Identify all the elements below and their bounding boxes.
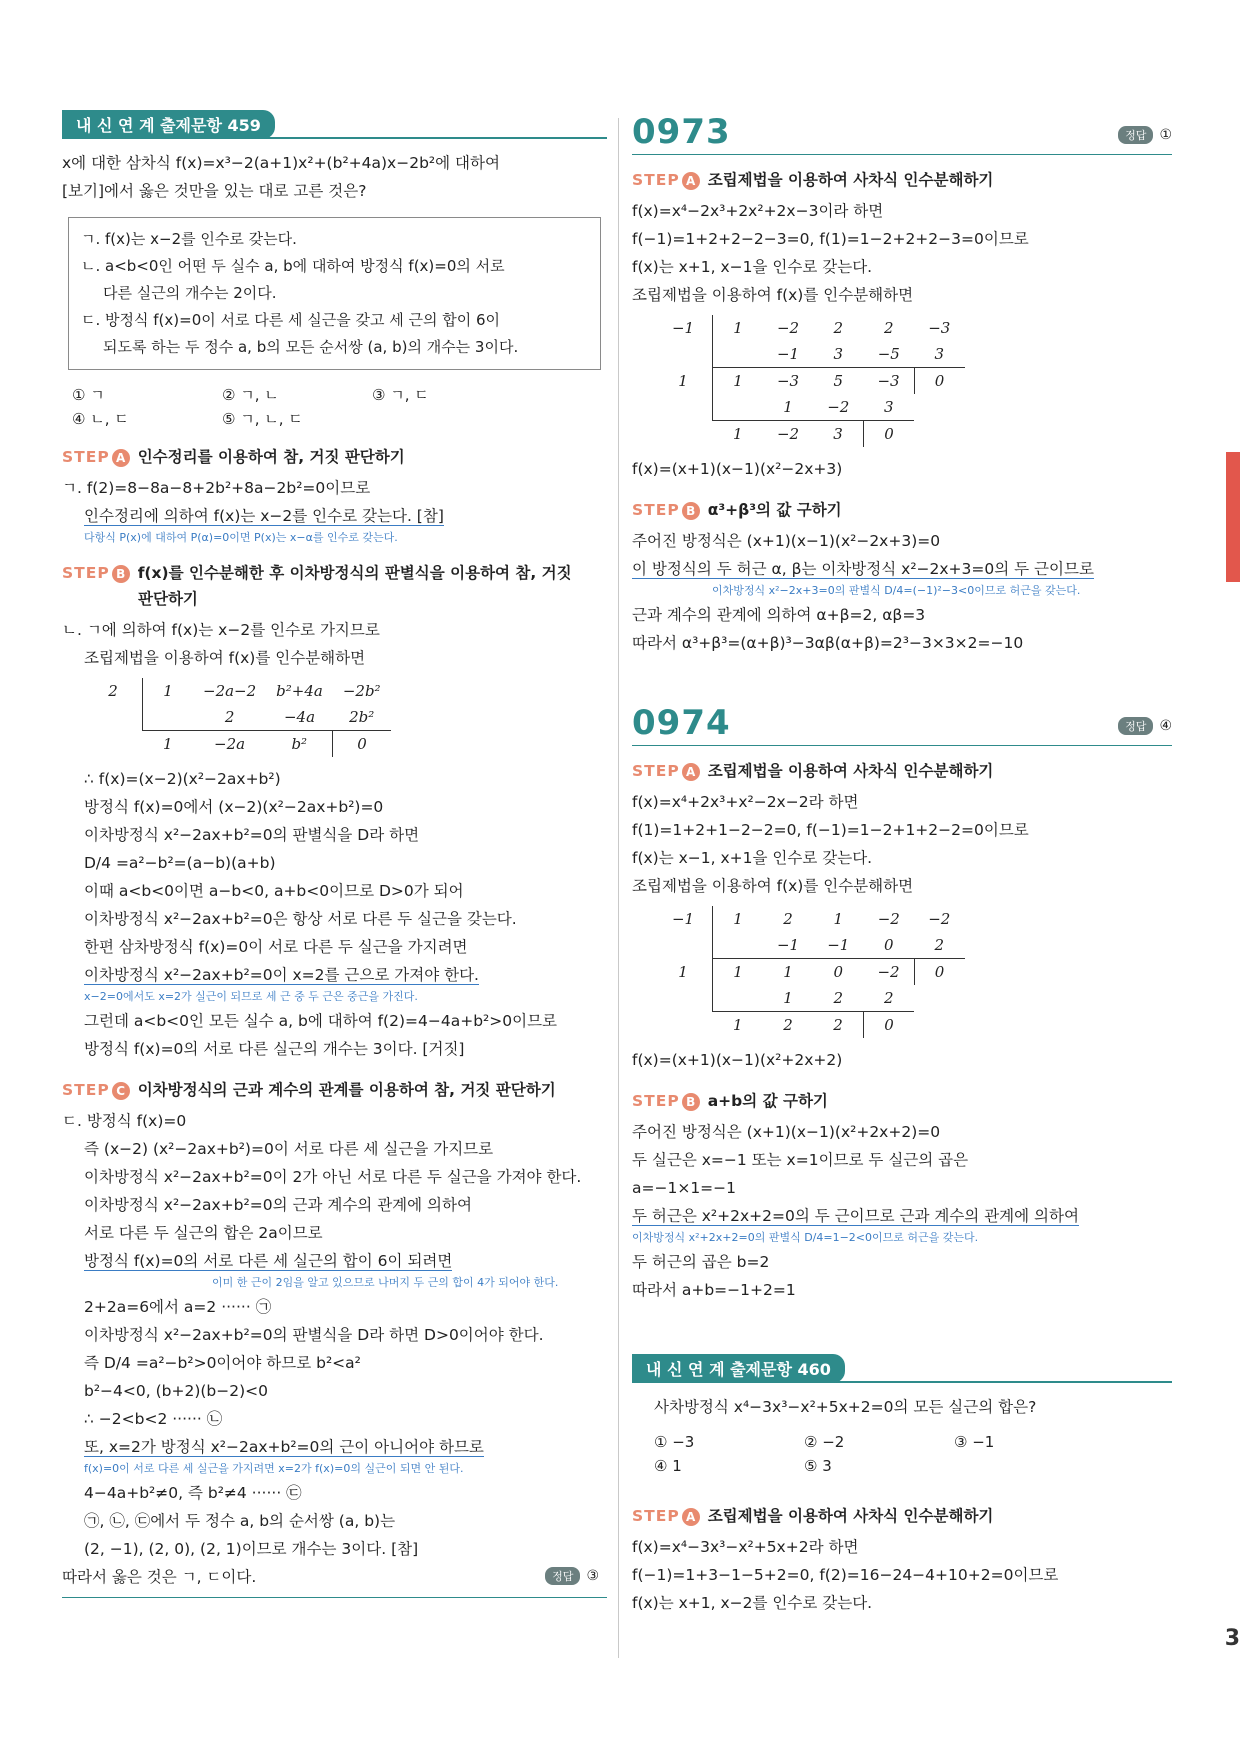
solution-line: f(x)=x⁴−3x³−x²+5x+2라 하면: [632, 1538, 859, 1556]
step-b-heading: STEP B f(x)를 인수분해한 후 이차방정식의 판별식을 이용하여 참, 거짓 판단하기: [62, 564, 572, 608]
choice-5[interactable]: ⑤ 3: [804, 1457, 832, 1475]
question-line: 사차방정식 x⁴−3x³−x²+5x+2=0의 모든 실근의 합은?: [654, 1398, 1037, 1416]
solution-line: b²−4<0, (b+2)(b−2)<0: [84, 1382, 269, 1400]
banner-label: 내 신 연 계 출제문항 459: [62, 110, 275, 139]
note: 이차방정식 x²+2x+2=0의 판별식 D/4=1−2<0이므로 허근을 갖는다.: [632, 1231, 979, 1244]
solution-line: 따라서 α³+β³=(α+β)³−3αβ(α+β)=2³−3×3×2=−10: [632, 634, 1024, 652]
solution-line: 방정식 f(x)=0의 서로 다른 세 실근의 합이 6이 되려면: [84, 1252, 453, 1270]
choice-1[interactable]: ① ㄱ: [72, 386, 105, 404]
step-b-heading: STEP B α³+β³의 값 구하기: [632, 501, 842, 519]
solution-line: f(x)=x⁴+2x³+x²−2x−2라 하면: [632, 793, 859, 811]
choice-2[interactable]: ② −2: [804, 1433, 845, 1451]
solution-line: a=−1×1=−1: [632, 1179, 737, 1197]
solution-line: 이차방정식 x²−2ax+b²=0의 판별식을 D라 하면 D>0이어야 한다.: [84, 1326, 544, 1344]
conclusion-row: [62, 1563, 607, 1598]
solution-line: (2, −1), (2, 0), (2, 1)이므로 개수는 3이다. [참]: [84, 1540, 419, 1558]
solution-line: f(x)는 x+1, x−2를 인수로 갖는다.: [632, 1594, 873, 1612]
solution-line: 4−4a+b²≠0, 즉 b²≠4 ······ ㉢: [84, 1484, 302, 1502]
solution-line: f(1)=1+2+1−2−2=0, f(−1)=1−2+1+2−2=0이므로: [632, 821, 1029, 839]
step-c-heading: STEP C 이차방정식의 근과 계수의 관계를 이용하여 참, 거짓 판단하기: [62, 1081, 556, 1099]
choice-4[interactable]: ④ ㄴ, ㄷ: [72, 410, 129, 428]
step-title: 이차방정식의 근과 계수의 관계를 이용하여 참, 거짓 판단하기: [137, 1081, 556, 1099]
solution-line: 두 실근은 x=−1 또는 x=1이므로 두 실근의 곱은: [632, 1151, 969, 1169]
solution-line: 방정식 f(x)=0의 서로 다른 실근의 개수는 3이다. [거짓]: [84, 1040, 465, 1058]
solution-line: ㄱ. f(2)=8−8a−8+2b²+8a−2b²=0이므로: [62, 479, 371, 497]
solution-line: 따라서 a+b=−1+2=1: [632, 1281, 796, 1299]
solution-line: 또, x=2가 방정식 x²−2ax+b²=0의 근이 아니어야 하므로: [84, 1438, 484, 1456]
banner-460: [632, 1354, 1172, 1383]
step-a-heading: STEP A 조립제법을 이용하여 사차식 인수분해하기: [632, 1507, 994, 1525]
choice-3[interactable]: ③ −1: [954, 1433, 995, 1451]
synthetic-division-table: −1 1 2 1 −2 −2 −1 −1 0 2 1 1 1 0 −2 0 1 2 2 1 2 2 0: [658, 906, 965, 1038]
solution-line: f(−1)=1+2+2−2−3=0, f(1)=1−2+2+2−3=0이므로: [632, 230, 1029, 248]
bogi-item: 되도록 하는 두 정수 a, b의 모든 순서쌍 (a, b)의 개수는 3이다.: [103, 338, 519, 356]
factored-result: f(x)=(x+1)(x−1)(x²+2x+2): [632, 1051, 843, 1069]
step-title: 인수정리를 이용하여 참, 거짓 판단하기: [137, 448, 405, 466]
solution-line: 그런데 a<b<0인 모든 실수 a, b에 대하여 f(2)=4−4a+b²>0이므로: [84, 1012, 558, 1030]
side-tab: [1226, 452, 1240, 582]
solution-line: 이 방정식의 두 허근 α, β는 이차방정식 x²−2x+3=0의 두 근이므로: [632, 560, 1094, 578]
step-title: 조립제법을 이용하여 사차식 인수분해하기: [707, 1507, 994, 1525]
step-title: α³+β³의 값 구하기: [707, 501, 842, 519]
note: 이미 한 근이 2임을 알고 있으므로 나머지 두 근의 합이 4가 되어야 한다.: [212, 1276, 559, 1289]
solution-line: f(x)=x⁴−2x³+2x²+2x−3이라 하면: [632, 202, 884, 220]
solution-line: 한편 삼차방정식 f(x)=0이 서로 다른 두 실근을 가지려면: [84, 938, 468, 956]
choice-5[interactable]: ⑤ ㄱ, ㄴ, ㄷ: [222, 410, 303, 428]
conclusion: 따라서 옳은 것은 ㄱ, ㄷ이다.: [62, 1568, 257, 1586]
solution-line: 주어진 방정식은 (x+1)(x−1)(x²+2x+2)=0: [632, 1123, 941, 1141]
synthetic-division-table: −1 1 −2 2 2 −3 −1 3 −5 3 1 1 −3 5 −3 0 1 −2 3 1 −2 3 0: [658, 315, 965, 447]
solution-line: 인수정리에 의하여 f(x)는 x−2를 인수로 갖는다. [참]: [84, 507, 444, 525]
solution-line: ∴ f(x)=(x−2)(x²−2ax+b²): [84, 770, 281, 788]
bogi-box: [68, 217, 601, 370]
solution-line: D/4 =a²−b²=(a−b)(a+b): [84, 854, 276, 872]
solution-line: 2+2a=6에서 a=2 ······ ㉠: [84, 1298, 272, 1316]
note: 이차방정식 x²−2x+3=0의 판별식 D/4=(−1)²−3<0이므로 허근을 갖는다.: [712, 584, 1081, 597]
bogi-item: 다른 실근의 개수는 2이다.: [103, 284, 277, 302]
column-divider: [618, 118, 619, 1658]
solution-line: 두 허근은 x²+2x+2=0의 두 근이므로 근과 계수의 관계에 의하여: [632, 1207, 1079, 1225]
note: f(x)=0이 서로 다른 세 실근을 가지려면 x=2가 f(x)=0의 실근이 되면 안 된다.: [84, 1462, 464, 1475]
solution-line: 주어진 방정식은 (x+1)(x−1)(x²−2x+3)=0: [632, 532, 941, 550]
question-line: x에 대한 삼차식 f(x)=x³−2(a+1)x²+(b²+4a)x−2b²에 대하여: [62, 154, 500, 172]
synthetic-division-table: 2 1 −2a−2 b²+4a −2b² 2 −4a 2b² 1 −2a b² 0: [88, 678, 391, 757]
note: x−2=0에서도 x=2가 실근이 되므로 세 근 중 두 근은 중근을 가진다.: [84, 990, 418, 1003]
left-column: [62, 110, 607, 1598]
page-number: 3: [1224, 1626, 1240, 1651]
solution-line: 조립제법을 이용하여 f(x)를 인수분해하면: [632, 286, 914, 304]
solution-line: ㉠, ㉡, ㉢에서 두 정수 a, b의 순서쌍 (a, b)는: [84, 1512, 396, 1530]
bogi-item: ㄴ. a<b<0인 어떤 두 실수 a, b에 대하여 방정식 f(x)=0의 서로: [81, 257, 505, 275]
step-b-heading: STEP B a+b의 값 구하기: [632, 1092, 828, 1110]
problem-0974-header: [632, 701, 1172, 746]
bogi-item: ㄱ. f(x)는 x−2를 인수로 갖는다.: [81, 230, 297, 248]
choices: [654, 1431, 1172, 1477]
solution-line: 이차방정식 x²−2ax+b²=0의 판별식을 D라 하면: [84, 826, 420, 844]
step-title: f(x)를 인수분해한 후 이차방정식의 판별식을 이용하여 참, 거짓: [137, 564, 572, 582]
step-title: 조립제법을 이용하여 사차식 인수분해하기: [707, 762, 994, 780]
answer-459: 정답 ③: [545, 1567, 599, 1585]
solution-line: 조립제법을 이용하여 f(x)를 인수분해하면: [84, 649, 366, 667]
problem-number: 0973: [632, 112, 731, 152]
question-line: [보기]에서 옳은 것만을 있는 대로 고른 것은?: [62, 182, 367, 200]
solution-line: ㄷ. 방정식 f(x)=0: [62, 1112, 187, 1130]
solution-line: 즉 D/4 =a²−b²>0이어야 하므로 b²<a²: [84, 1354, 361, 1372]
solution-line: 이차방정식 x²−2ax+b²=0이 2가 아닌 서로 다른 두 실근을 가져야 한다.: [84, 1168, 582, 1186]
step-a-heading: STEP A 조립제법을 이용하여 사차식 인수분해하기: [632, 171, 994, 189]
solution-line: 이때 a<b<0이면 a−b<0, a+b<0이므로 D>0가 되어: [84, 882, 464, 900]
solution-line: f(x)는 x+1, x−1을 인수로 갖는다.: [632, 258, 873, 276]
right-column: [632, 110, 1172, 1617]
answer-0973: 정답 ①: [1118, 126, 1172, 144]
step-a-heading: STEP A 인수정리를 이용하여 참, 거짓 판단하기: [62, 448, 405, 466]
answer-0974: 정답 ④: [1118, 717, 1172, 735]
step-title: 조립제법을 이용하여 사차식 인수분해하기: [707, 171, 994, 189]
factored-result: f(x)=(x+1)(x−1)(x²−2x+3): [632, 460, 843, 478]
solution-line: 조립제법을 이용하여 f(x)를 인수분해하면: [632, 877, 914, 895]
problem-number: 0974: [632, 703, 731, 743]
solution-line: 이차방정식 x²−2ax+b²=0은 항상 서로 다른 두 실근을 갖는다.: [84, 910, 517, 928]
solution-line: 서로 다른 두 실근의 합은 2a이므로: [84, 1224, 323, 1242]
solution-line: 이차방정식 x²−2ax+b²=0의 근과 계수의 관계에 의하여: [84, 1196, 472, 1214]
choice-2[interactable]: ② ㄱ, ㄴ: [222, 386, 279, 404]
solution-line: f(−1)=1+3−1−5+2=0, f(2)=16−24−4+10+2=0이므로: [632, 1566, 1059, 1584]
note: 다항식 P(x)에 대하여 P(α)=0이면 P(x)는 x−α를 인수로 갖는다.: [84, 531, 398, 544]
solution-line: f(x)는 x−1, x+1을 인수로 갖는다.: [632, 849, 873, 867]
choice-3[interactable]: ③ ㄱ, ㄷ: [372, 386, 429, 404]
step-title: a+b의 값 구하기: [707, 1092, 828, 1110]
solution-line: ㄴ. ㄱ에 의하여 f(x)는 x−2를 인수로 가지므로: [62, 621, 380, 639]
step-title-cont: 판단하기: [138, 590, 198, 608]
choice-4[interactable]: ④ 1: [654, 1457, 682, 1475]
step-a-heading: STEP A 조립제법을 이용하여 사차식 인수분해하기: [632, 762, 994, 780]
problem-0973-header: [632, 110, 1172, 155]
bogi-item: ㄷ. 방정식 f(x)=0이 서로 다른 세 실근을 갖고 세 근의 합이 6이: [81, 311, 501, 329]
solution-line: 근과 계수의 관계에 의하여 α+β=2, αβ=3: [632, 606, 926, 624]
solution-line: 이차방정식 x²−2ax+b²=0이 x=2를 근으로 가져야 한다.: [84, 966, 479, 984]
solution-line: ∴ −2<b<2 ······ ㉡: [84, 1410, 223, 1428]
banner-label: 내 신 연 계 출제문항 460: [632, 1354, 845, 1383]
solution-line: 즉 (x−2) (x²−2ax+b²)=0이 서로 다른 세 실근을 가지므로: [84, 1140, 494, 1158]
choice-1[interactable]: ① −3: [654, 1433, 695, 1451]
banner-459: [62, 110, 607, 139]
solution-line: 두 허근의 곱은 b=2: [632, 1253, 770, 1271]
choices: [72, 384, 607, 430]
solution-line: 방정식 f(x)=0에서 (x−2)(x²−2ax+b²)=0: [84, 798, 384, 816]
